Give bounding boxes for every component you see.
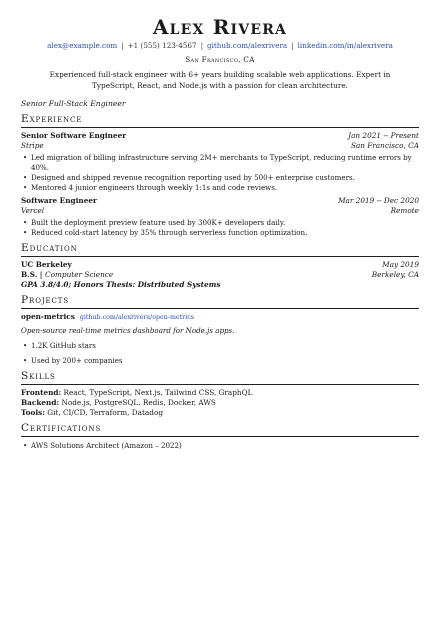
education-entry [21,260,419,290]
skill-value: React, TypeScript, Next.js, Tailwind CSS, GraphQL [63,388,253,397]
contact-separator: | [200,41,203,50]
contact-line [21,41,419,51]
job-bullets [21,153,419,193]
section-title-experience: Experience [21,113,419,128]
degree-name: B.S. [21,270,38,279]
list-item: • AWS Solutions Architect (Amazon – 2022) [31,441,419,451]
section-title-certifications: Certifications [21,422,419,437]
graduation-date: May 2019 [382,260,419,269]
degree-line: B.S. | Computer Science [21,270,114,279]
github-link[interactable]: github.com/alexrivera [207,41,288,50]
email-link[interactable]: alex@example.com [47,41,118,50]
certifications-section [21,422,419,451]
school-name: UC Berkeley [21,260,72,269]
job-dates: Jan 2021 -- Present [348,131,419,140]
job-title: Senior Software Engineer [21,131,127,140]
job-location: Remote [390,206,419,215]
company-name: Stripe [21,141,44,150]
candidate-location: San Francisco, CA [185,55,255,64]
linkedin-link[interactable]: linkedin.com/in/alexrivera [297,41,393,50]
skill-value: Git, CI/CD, Terraform, Datadog [47,408,164,417]
job-location: San Francisco, CA [350,141,419,150]
list-item: • Designed and shipped revenue recognition reporting used by 500+ enterprise customers. [31,173,419,183]
certification-list [21,441,419,451]
project-description: Open-source real-time metrics dashboard for Node.js apps. [21,326,235,335]
job-dates: Mar 2019 -- Dec 2020 [338,196,419,205]
list-item: • 1.2K GitHub stars [31,341,419,351]
job-bullets [21,218,419,238]
summary-text: Experienced full-stack engineer with 6+ years building scalable web applications. Expert in TypeScript, React, and Node.js with a passion for clean architecture. [49,70,391,90]
list-item: • Led migration of billing infrastructure serving 2M+ merchants to TypeScript, reducing runtime errors by 40%. [31,153,419,173]
experience-entry [21,196,419,238]
skill-row-backend [21,398,419,408]
phone-number: +1 (555) 123-4567 [127,41,197,50]
list-item: • Mentored 4 junior engineers through weekly 1:1s and code reviews. [31,183,419,193]
list-item: • Built the deployment preview feature used by 300K+ developers daily. [31,218,419,228]
section-title-projects: Projects [21,294,419,309]
contact-separator: | [121,41,124,50]
project-header [21,312,419,323]
section-title-skills: Skills [21,370,419,385]
list-item: • Reduced cold-start latency by 35% through serverless function optimization. [31,228,419,238]
experience-entry [21,131,419,193]
skill-label: Frontend: [21,388,62,397]
experience-section [21,113,419,238]
school-location: Berkeley, CA [371,270,419,279]
degree-field: Computer Science [45,270,114,279]
skill-value: Node.js, PostgreSQL, Redis, Docker, AWS [61,398,216,407]
skill-row-tools [21,408,419,418]
education-section [21,242,419,290]
section-title-education: Education [21,242,419,257]
skill-row-frontend [21,388,419,398]
skill-label: Backend: [21,398,60,407]
gpa-line: GPA 3.8/4.0; Honors Thesis: Distributed Systems [21,280,221,289]
projects-section [21,294,419,366]
contact-separator: | [291,41,294,50]
candidate-name: Alex Rivera [152,15,288,39]
project-name: open-metrics [21,312,75,321]
project-link[interactable]: github.com/alexrivera/open-metrics [79,314,194,321]
skill-label: Tools: [21,408,45,417]
job-title: Software Engineer [21,196,97,205]
skills-section [21,370,419,418]
project-bullets [21,341,419,366]
company-name: Vercel [21,206,45,215]
headline-text: Senior Full-Stack Engineer [21,99,126,108]
list-item: • Used by 200+ companies [31,356,419,366]
